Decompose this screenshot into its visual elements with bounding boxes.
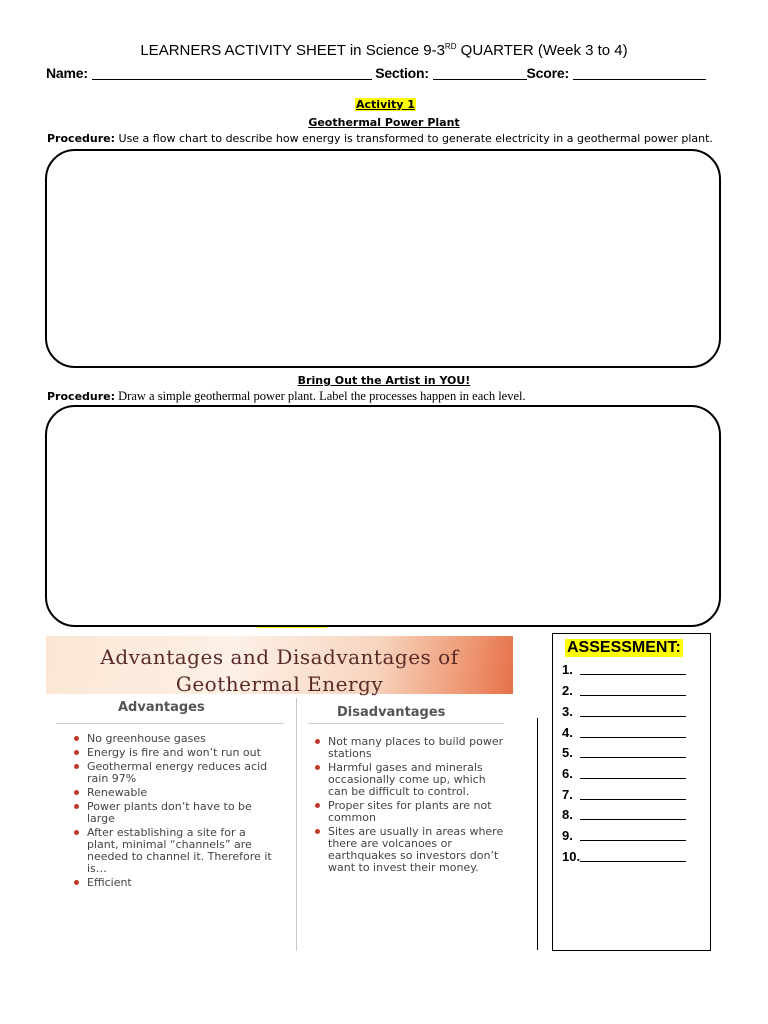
list-item: Proper sites for plants are not common [312,800,508,824]
answer-line[interactable] [580,662,686,675]
activity1-answer-box[interactable] [45,149,721,368]
assessment-item-5: 5. [562,745,686,760]
bullet-icon [74,750,79,755]
advantages-list [71,733,279,891]
answer-line[interactable] [580,725,686,738]
infographic-title-line1: Advantages and Disadvantages of [100,645,459,669]
section-field[interactable] [433,67,527,80]
activity1-procedure-text: Use a flow chart to describe how energy is transformed to generate electricity in a geothermal power plant. [115,132,713,145]
activity1-label: Activity 1 [356,98,415,111]
disadvantages-heading-rule [308,723,504,724]
score-label: Score: [526,65,569,81]
sheet-title-sup: RD [444,42,457,51]
answer-line[interactable] [580,807,686,820]
list-item: Renewable [71,787,279,799]
activity2-subtitle: Bring Out the Artist in YOU! [297,374,471,387]
list-item: After establishing a site for a plant, minimal “channels” are needed to channel it. Therefore it is… [71,827,279,875]
answer-line[interactable] [580,683,686,696]
section-label: Section: [375,65,429,81]
infographic-right-border [537,718,538,950]
assessment-item-2: 2. [562,683,686,698]
list-item: Harmful gases and minerals occasionally come up, which can be difficult to control. [312,762,508,798]
list-item: Power plants don’t have to be large [71,801,279,825]
bullet-icon [315,829,320,834]
student-info-line [46,65,706,81]
activity2-answer-box[interactable] [45,405,721,627]
assessment-item-8: 8. [562,807,686,822]
bullet-icon [74,830,79,835]
assessment-item-10: 10. [562,849,686,864]
infographic-title-line2: Geothermal Energy [175,672,384,696]
assessment-item-3: 3. [562,704,686,719]
bullet-icon [315,765,320,770]
bullet-icon [315,739,320,744]
bullet-icon [74,804,79,809]
bullet-icon [74,880,79,885]
sheet-title [0,42,768,59]
assessment-item-7: 7. [562,787,686,802]
answer-line[interactable] [580,766,686,779]
assessment-box [552,633,711,951]
sheet-title-tail: QUARTER (Week 3 to 4) [456,42,628,59]
advantages-heading-rule [56,723,284,724]
answer-line[interactable] [580,704,686,717]
sheet-title-main: LEARNERS ACTIVITY SHEET in Science 9-3 [140,42,445,59]
answer-line[interactable] [580,849,686,862]
name-label: Name: [46,65,88,81]
bullet-icon [315,803,320,808]
answer-line[interactable] [580,787,686,800]
activity1-procedure [47,132,713,145]
bullet-icon [74,736,79,741]
answer-line[interactable] [580,745,686,758]
activity2-procedure-text: Draw a simple geothermal power plant. Label the processes happen in each level. [115,389,526,403]
list-item: Sites are usually in areas where there are volcanoes or earthquakes so investors don’t want to invest their money. [312,826,508,874]
answer-line[interactable] [580,828,686,841]
activity1-subtitle: Geothermal Power Plant [308,116,460,129]
activity2-procedure-label: Procedure: [47,390,116,403]
list-item: Geothermal energy reduces acid rain 97% [71,761,279,785]
list-item: No greenhouse gases [71,733,279,745]
assessment-item-9: 9. [562,828,686,843]
name-field[interactable] [92,67,372,80]
column-divider [296,698,297,951]
activity1-procedure-label: Procedure: [47,132,116,145]
bullet-icon [74,790,79,795]
bullet-icon [74,764,79,769]
activity2-procedure [47,389,526,404]
geothermal-infographic [46,636,513,951]
advantages-heading: Advantages [118,700,205,715]
list-item: Not many places to build power stations [312,736,508,760]
disadvantages-list [312,736,508,876]
list-item: Efficient [71,877,279,889]
assessment-item-6: 6. [562,766,686,781]
list-item: Energy is fire and won’t run out [71,747,279,759]
score-field[interactable] [573,67,706,80]
assessment-item-4: 4. [562,725,686,740]
disadvantages-heading: Disadvantages [337,705,446,720]
assessment-item-1: 1. [562,662,686,677]
assessment-title: ASSESSMENT: [567,639,681,656]
